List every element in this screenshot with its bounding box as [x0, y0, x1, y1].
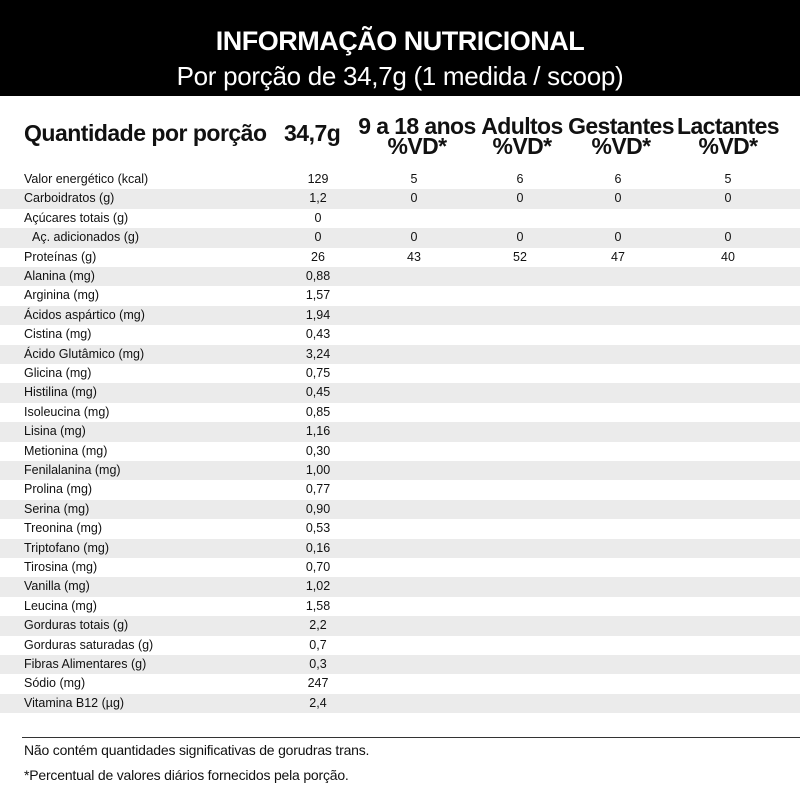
column-group-name: Adultos — [481, 113, 563, 139]
nutrient-quantity: 247 — [307, 676, 329, 691]
vd-value: 40 — [721, 249, 735, 264]
nutrient-name: Vitamina B12 (µg) — [24, 695, 125, 710]
column-header-9-18 — [352, 113, 482, 159]
nutrient-name: Gorduras totais (g) — [24, 618, 129, 633]
nutrient-quantity: 0,45 — [305, 385, 331, 400]
nutrient-name: Fibras Alimentares (g) — [24, 657, 147, 671]
nutrient-name: Leucina (mg) — [24, 598, 97, 613]
nutrient-name: Treonina (mg) — [24, 521, 103, 536]
nutrient-quantity: 1,00 — [305, 463, 331, 477]
column-group-name: Gestantes — [568, 113, 674, 139]
table-row — [0, 422, 800, 441]
column-group-name: 9 a 18 anos — [358, 113, 476, 139]
vd-value: 52 — [513, 249, 527, 264]
nutrient-quantity: 1,02 — [305, 579, 331, 594]
trans-fat-note: Não contém quantidades significativas de gorudras trans. — [24, 742, 370, 758]
nutrient-name: Fenilalanina (mg) — [24, 463, 121, 477]
nutrient-quantity: 0,70 — [305, 560, 331, 574]
table-row — [0, 558, 800, 577]
vd-value: 0 — [410, 191, 418, 206]
nutrient-name: Valor energético (kcal) — [24, 172, 149, 186]
nutrient-quantity: 129 — [307, 172, 329, 186]
table-row — [0, 228, 800, 247]
vd-value: 5 — [410, 172, 418, 186]
header-band — [0, 0, 800, 96]
table-row — [0, 500, 800, 519]
nutrient-name: Histilina (mg) — [24, 385, 97, 400]
nutrient-quantity: 0,90 — [305, 501, 331, 516]
quantity-per-serving-label: Quantidade por porção — [24, 120, 267, 146]
nutrient-quantity: 1,58 — [305, 598, 331, 613]
nutrient-quantity: 0 — [314, 230, 322, 245]
nutrient-quantity: 3,24 — [305, 346, 331, 361]
vd-value: 0 — [516, 230, 524, 245]
table-row — [0, 674, 800, 693]
nutrient-quantity: 0,75 — [305, 366, 331, 380]
table-row — [0, 636, 800, 655]
table-row — [0, 539, 800, 558]
nutrient-name: Vanilla (mg) — [24, 579, 90, 594]
table-row — [0, 403, 800, 422]
table-row — [0, 189, 800, 208]
table-row — [0, 170, 800, 189]
nutrient-quantity: 26 — [311, 249, 325, 264]
nutrient-name: Carboidratos (g) — [24, 191, 115, 206]
nutrient-name: Glicina (mg) — [24, 366, 92, 380]
nutrient-name: Alanina (mg) — [24, 269, 95, 283]
nutrient-quantity: 1,94 — [305, 307, 331, 322]
vd-value: 0 — [614, 230, 622, 245]
column-header-lactantes — [676, 113, 780, 159]
vd-value: 0 — [724, 230, 732, 245]
nutrient-name: Triptofano (mg) — [24, 540, 109, 555]
vd-value: 0 — [724, 191, 732, 206]
nutrient-name: Metionina (mg) — [24, 443, 108, 458]
table-row — [0, 383, 800, 402]
serving-size-header: 34,7g — [284, 120, 341, 146]
nutrient-quantity: 2,4 — [309, 695, 327, 710]
nutrient-name: Lisina (mg) — [24, 424, 86, 439]
table-row — [0, 286, 800, 305]
vd-value: 47 — [611, 249, 625, 264]
column-header-adultos — [478, 113, 566, 159]
nutrient-name: Arginina (mg) — [24, 288, 100, 303]
nutrient-quantity: 0,88 — [305, 269, 331, 283]
table-row — [0, 345, 800, 364]
nutrient-name: Prolina (mg) — [24, 482, 93, 497]
nutrient-name: Proteínas (g) — [24, 249, 97, 264]
column-group-vd: %VD* — [698, 133, 758, 159]
table-row — [0, 480, 800, 499]
serving-subtitle: Por porção de 34,7g (1 medida / scoop) — [176, 61, 624, 91]
vd-value: 0 — [614, 191, 622, 206]
vd-value: 0 — [516, 191, 524, 206]
vd-value: 0 — [410, 230, 418, 245]
table-row — [0, 694, 800, 713]
table-row — [0, 616, 800, 635]
footer-divider — [22, 737, 800, 738]
table-row — [0, 519, 800, 538]
column-group-name: Lactantes — [677, 113, 779, 139]
table-row — [0, 597, 800, 616]
nutrient-quantity: 0,85 — [305, 404, 331, 419]
vd-value: 6 — [614, 172, 622, 186]
table-row — [0, 209, 800, 228]
nutrient-quantity: 1,57 — [305, 288, 331, 303]
nutrient-name: Ácidos aspártico (mg) — [24, 307, 145, 322]
nutrient-quantity: 0 — [314, 210, 322, 225]
vd-footnote: *Percentual de valores diários fornecidos pela porção. — [24, 767, 349, 783]
nutrient-name: Gorduras saturadas (g) — [24, 637, 154, 652]
nutrient-quantity: 2,2 — [309, 618, 327, 633]
table-row — [0, 442, 800, 461]
nutrient-quantity: 0,7 — [309, 637, 327, 652]
table-row — [0, 248, 800, 267]
table-row — [0, 461, 800, 480]
table-row — [0, 655, 800, 674]
nutrient-quantity: 0,43 — [305, 327, 331, 342]
nutrient-quantity: 0,16 — [305, 540, 331, 555]
vd-value: 6 — [516, 172, 524, 186]
nutrient-quantity: 0,3 — [309, 657, 327, 671]
column-group-vd: %VD* — [591, 133, 651, 159]
table-row — [0, 325, 800, 344]
vd-value: 43 — [407, 249, 421, 264]
column-header-gestantes — [566, 113, 676, 159]
column-group-vd: %VD* — [492, 133, 552, 159]
nutrient-quantity: 1,16 — [305, 424, 331, 439]
nutrient-quantity: 0,77 — [305, 482, 331, 497]
table-row — [0, 306, 800, 325]
nutrient-quantity: 0,30 — [305, 443, 331, 458]
nutrient-name: Isoleucina (mg) — [24, 404, 110, 419]
table-row — [0, 364, 800, 383]
nutrient-name: Açúcares totais (g) — [24, 210, 129, 225]
column-group-vd: %VD* — [387, 133, 447, 159]
nutrient-name: Tirosina (mg) — [24, 560, 98, 574]
nutrient-name: Aç. adicionados (g) — [32, 230, 140, 245]
nutrient-name: Sódio (mg) — [24, 676, 86, 691]
table-row — [0, 267, 800, 286]
table-row — [0, 577, 800, 596]
page-title: INFORMAÇÃO NUTRICIONAL — [215, 26, 585, 56]
nutrient-name: Cistina (mg) — [24, 327, 92, 342]
nutrient-name: Serina (mg) — [24, 501, 90, 516]
nutrient-name: Ácido Glutâmico (mg) — [24, 346, 145, 361]
vd-value: 5 — [724, 172, 732, 186]
nutrient-quantity: 1,2 — [309, 191, 327, 206]
nutrient-quantity: 0,53 — [305, 521, 331, 536]
